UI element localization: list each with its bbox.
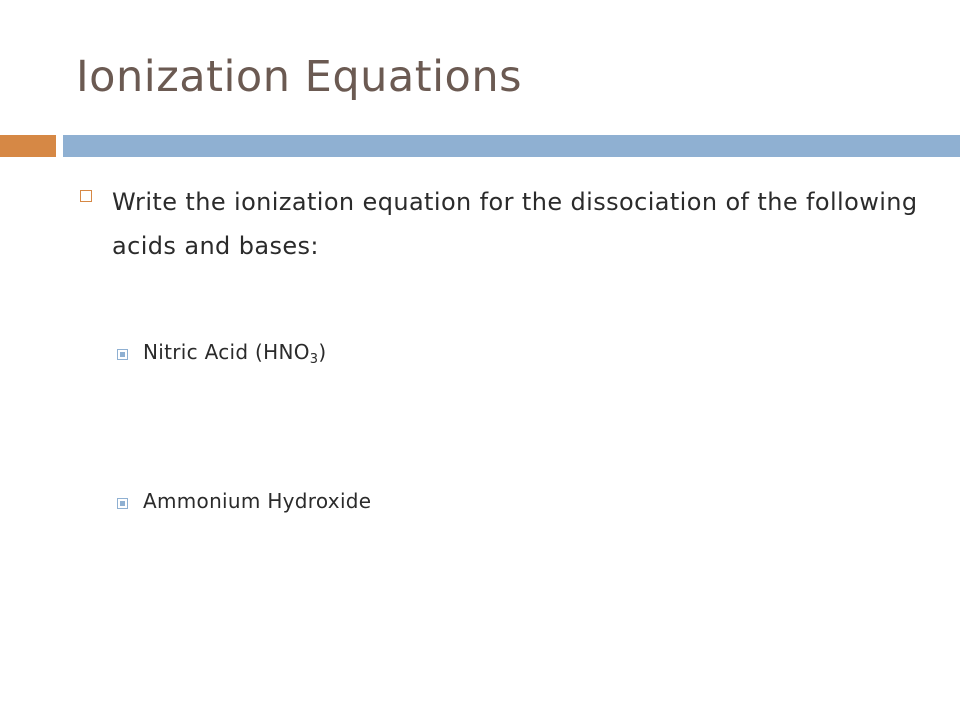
- filled-square-bullet-icon: [117, 349, 128, 360]
- subscript: 3: [309, 352, 319, 367]
- sub-item-ammonium-hydroxide: Ammonium Hydroxide: [143, 489, 372, 513]
- square-bullet-icon: [80, 190, 92, 202]
- bullet-text: Write the ionization equation for the dissociation of the following acids and bases:: [112, 188, 918, 260]
- slide-title: Ionization Equations: [76, 52, 522, 102]
- title-divider-bar: [63, 135, 960, 157]
- sub-item-nitric-acid: [143, 340, 327, 367]
- filled-square-bullet-icon: [117, 498, 128, 509]
- sub-item-suffix: ): [318, 340, 327, 364]
- title-accent-bar: [0, 135, 56, 157]
- sub-item-label: Nitric Acid (HNO: [143, 340, 310, 364]
